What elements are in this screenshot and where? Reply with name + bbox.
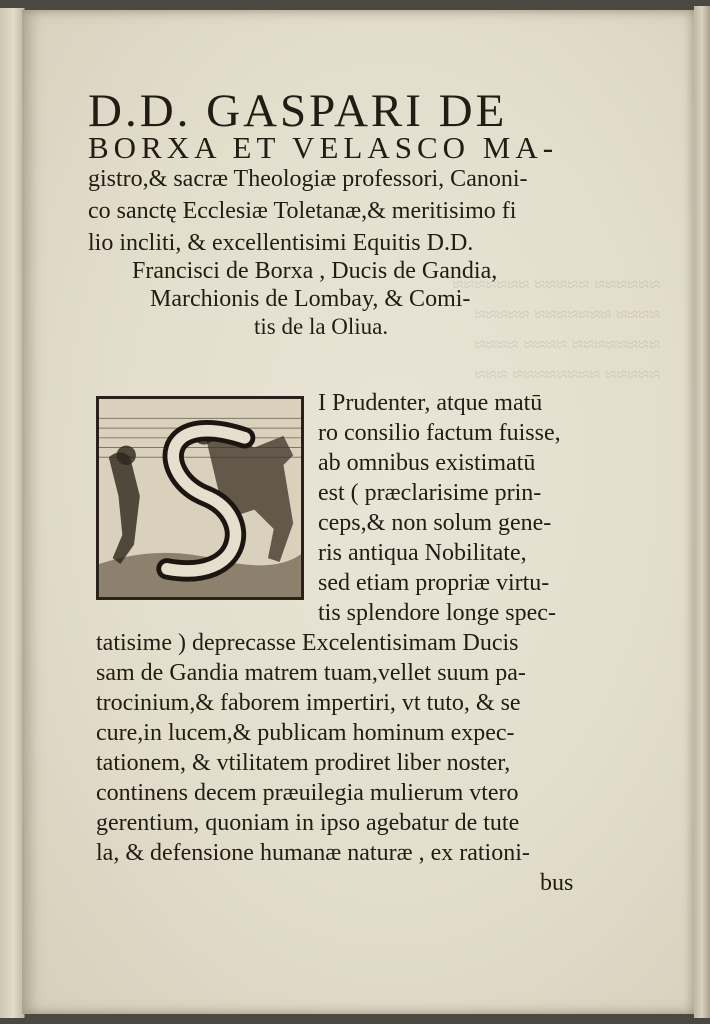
body-line: la, & defensione humanæ naturæ , ex rationi- [96,840,530,866]
body-line: ceps,& non solum gene- [318,510,552,536]
dedication-line: Marchionis de Lombay, & Comi- [150,286,471,312]
dedication-line: gistro,& sacræ Theologiæ professori, Canoni- [88,166,528,192]
body-line: cure,in lucem,& publicam hominum expec- [96,720,515,746]
heading-line-2: BORXA ET VELASCO MA- [88,130,559,165]
catchword: bus [540,870,574,896]
body-line: tatisime ) deprecasse Excelentisimam Ducis [96,630,519,656]
body-line: ris antiqua Nobilitate, [318,540,527,566]
body-line: ab omnibus existimatū [318,450,536,476]
heading-line-1: D.D. GASPARI DE [88,85,508,137]
body-line: continens decem præuilegia mulierum vtero [96,780,519,806]
dedication-line: Francisci de Borxa , Ducis de Gandia, [132,258,498,284]
body-line: trocinium,& faborem impertiri, vt tuto, & se [96,690,521,716]
dedication-line: lio incliti, & excellentisimi Equitis D.D. [88,230,474,256]
right-page-edge [694,6,710,1018]
woodcut-initial-icon [96,396,304,600]
dedication-line: tis de la Oliua. [254,314,389,339]
body-line: sam de Gandia matrem tuam,vellet suum pa- [96,660,526,686]
body-line: est ( præclarisime prin- [318,480,542,506]
body-line: sed etiam propriæ virtu- [318,570,550,596]
body-line: I Prudenter, atque matū [318,390,543,416]
body-line: gerentium, quoniam in ipso agebatur de tute [96,810,520,836]
body-line: ro consilio factum fuisse, [318,420,561,446]
dedication-line: co sanctę Ecclesiæ Toletanæ,& meritisimo fi [88,198,517,224]
show-through-text: ≈≈≈≈≈≈ ≈≈≈≈≈ ≈≈≈≈≈≈≈ ≈≈≈≈ ≈≈≈≈≈≈≈ ≈≈≈≈≈ ≈≈≈≈≈≈≈≈ ≈≈≈≈ ≈≈≈≈ ≈≈≈≈≈ ≈≈≈≈≈≈≈≈ ≈≈≈ [452,274,660,386]
body-line: tis splendore longe spec- [318,600,556,626]
body-line: tationem, & vtilitatem prodiret liber noster, [96,750,511,776]
